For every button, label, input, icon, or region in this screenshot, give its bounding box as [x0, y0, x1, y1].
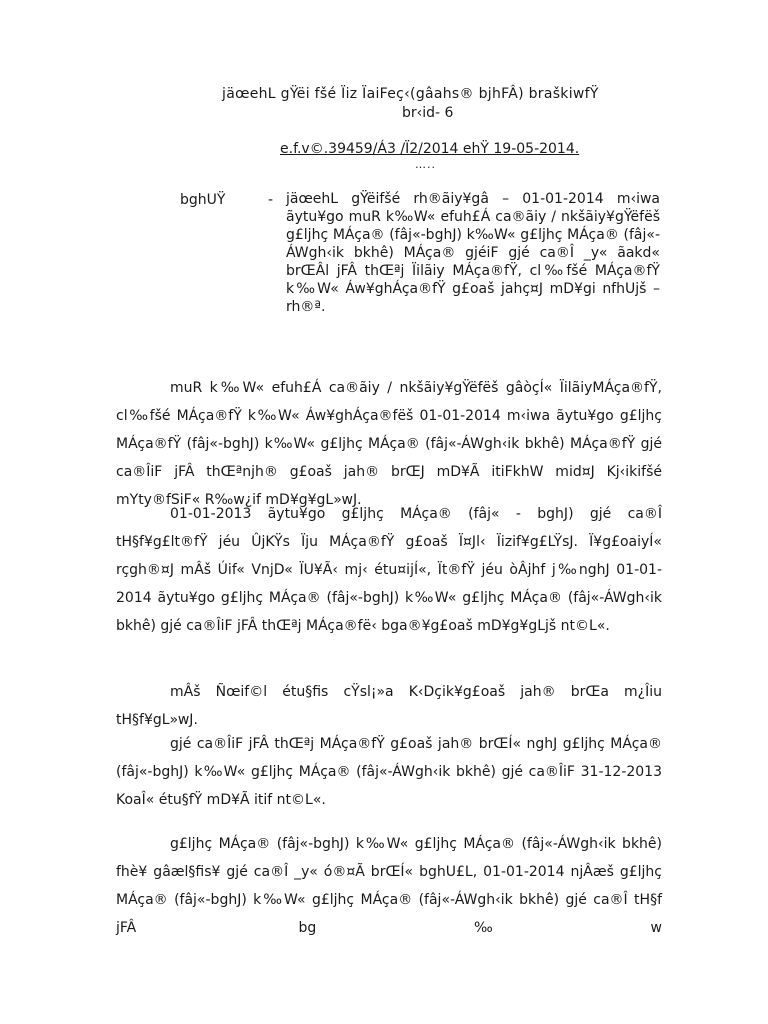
body-paragraph-5: g£ljhç MÁça® (fâj«-bghJ) k‰W« g£ljhç MÁça® (fâj«-ÁWgh‹ik bkhê) fhè¥ gâæl§fis¥ gjé ca®Î _y« ó®¤Ã brŒÍ« bghU£L, 01-01-2014 njÂæš g£ljhç MÁça® (fâj«-bghJ) k‰W« g£ljhç MÁça® (fâj«-ÁWgh‹ik bkhê) gjé ca®Î tH§f jFÂ bg‰w	[116, 836, 662, 936]
reference-number: e.f.v©.39459/Á3 /Ï2/2014 ehŸ 19-05-2014.	[280, 141, 580, 157]
body-paragraph-3: mÂš Ñœif©l étu§fis cŸsl¡»a K‹Dçik¥g£oaš jah® brŒa m¿Îiu tH§f¥gL»wJ.	[116, 684, 662, 728]
subject-text: jäœehL gŸëifšé rh®ãiy¥gâ – 01-01-2014 m‹iwa ãytu¥go muR k‰W« efuh£Á ca®ãiy / nkšãiy¥gŸëfëš g£ljhç MÁça® (fâj«-bghJ) k‰W« g£ljhç MÁça® (fâj«-ÁWgh‹ik bkhê) MÁça® gjéiF gjé ca®Î _y« ãakd« brŒÂl jFÂ thŒªj Ïilãiy MÁça®fŸ, cl‰fšé MÁça®fŸ k‰W« Áw¥ghÁça®fŸ g£oaš jahç¤J mD¥gi nfhUjš – rh®ª.	[286, 191, 660, 315]
subject-dash: -	[268, 192, 274, 208]
body-paragraph-1: muR k‰W« efuh£Á ca®ãiy / nkšãiy¥gŸëfëš gâòçÍ« ÏilãiyMÁça®fŸ, cl‰fšé MÁça®fŸ k‰W« Áw¥ghÁça®fëš 01-01-2014 m‹iwa ãytu¥go g£ljhç MÁça®fŸ (fâj«-bghJ) k‰W« g£ljhç MÁça® (fâj«-ÁWgh‹ik bkhê) MÁça®fŸ gjé ca®ÎiF jFÂ thŒªnjh® g£oaš jah® brŒJ mD¥Ã itiFkhW mid¤J Kj‹ikifšé mYty®fSiF« R‰w¿if mD¥g¥gL»wJ.	[116, 380, 662, 508]
city-line: br‹id- 6	[402, 105, 454, 121]
department-header: jäœehL gŸëi fšé Ïiz ÏaiFeç‹(gâahs® bjhFÂ) braškiwfŸ	[222, 86, 599, 102]
body-paragraph-4: gjé ca®ÎiF jFÂ thŒªj MÁça®fŸ g£oaš jah® brŒÍ« nghJ g£ljhç MÁça® (fâj«-bghJ) k‰W« g£ljhç MÁça® (fâj«-ÁWgh‹ik bkhê) gjé ca®ÎiF 31-12-2013 KoaÎ« étu§fŸ mD¥Ã itif nt©L«.	[116, 736, 662, 808]
body-paragraph-2: 01-01-2013 ãytu¥go g£ljhç MÁça® (fâj« - bghJ) gjé ca®Î tH§f¥g£lt®fŸ jéu ÛjKŸs Ïju MÁça®fŸ g£oaš Ï¤Jl‹ Ïizif¥g£LŸsJ. Ï¥g£oaiyÍ« rçgh®¤J mÂš Úif« VnjD« ÏU¥Ã‹ mj‹ étu¤ijÍ«, Ït®fŸ jéu òÂjhf j‰nghJ 01-01-2014 ãytu¥go g£ljhç MÁça® (fâj«-bghJ) k‰W« g£ljhç MÁça® (fâj«-ÁWgh‹ik bkhê) gjé ca®ÎiF jFÂ thŒªj MÁça®fë‹ bga®¥g£oaš mD¥g¥gLjš nt©L«.	[116, 506, 662, 634]
separator-dots: …..	[415, 158, 436, 171]
subject-label: bghUŸ	[180, 192, 226, 208]
